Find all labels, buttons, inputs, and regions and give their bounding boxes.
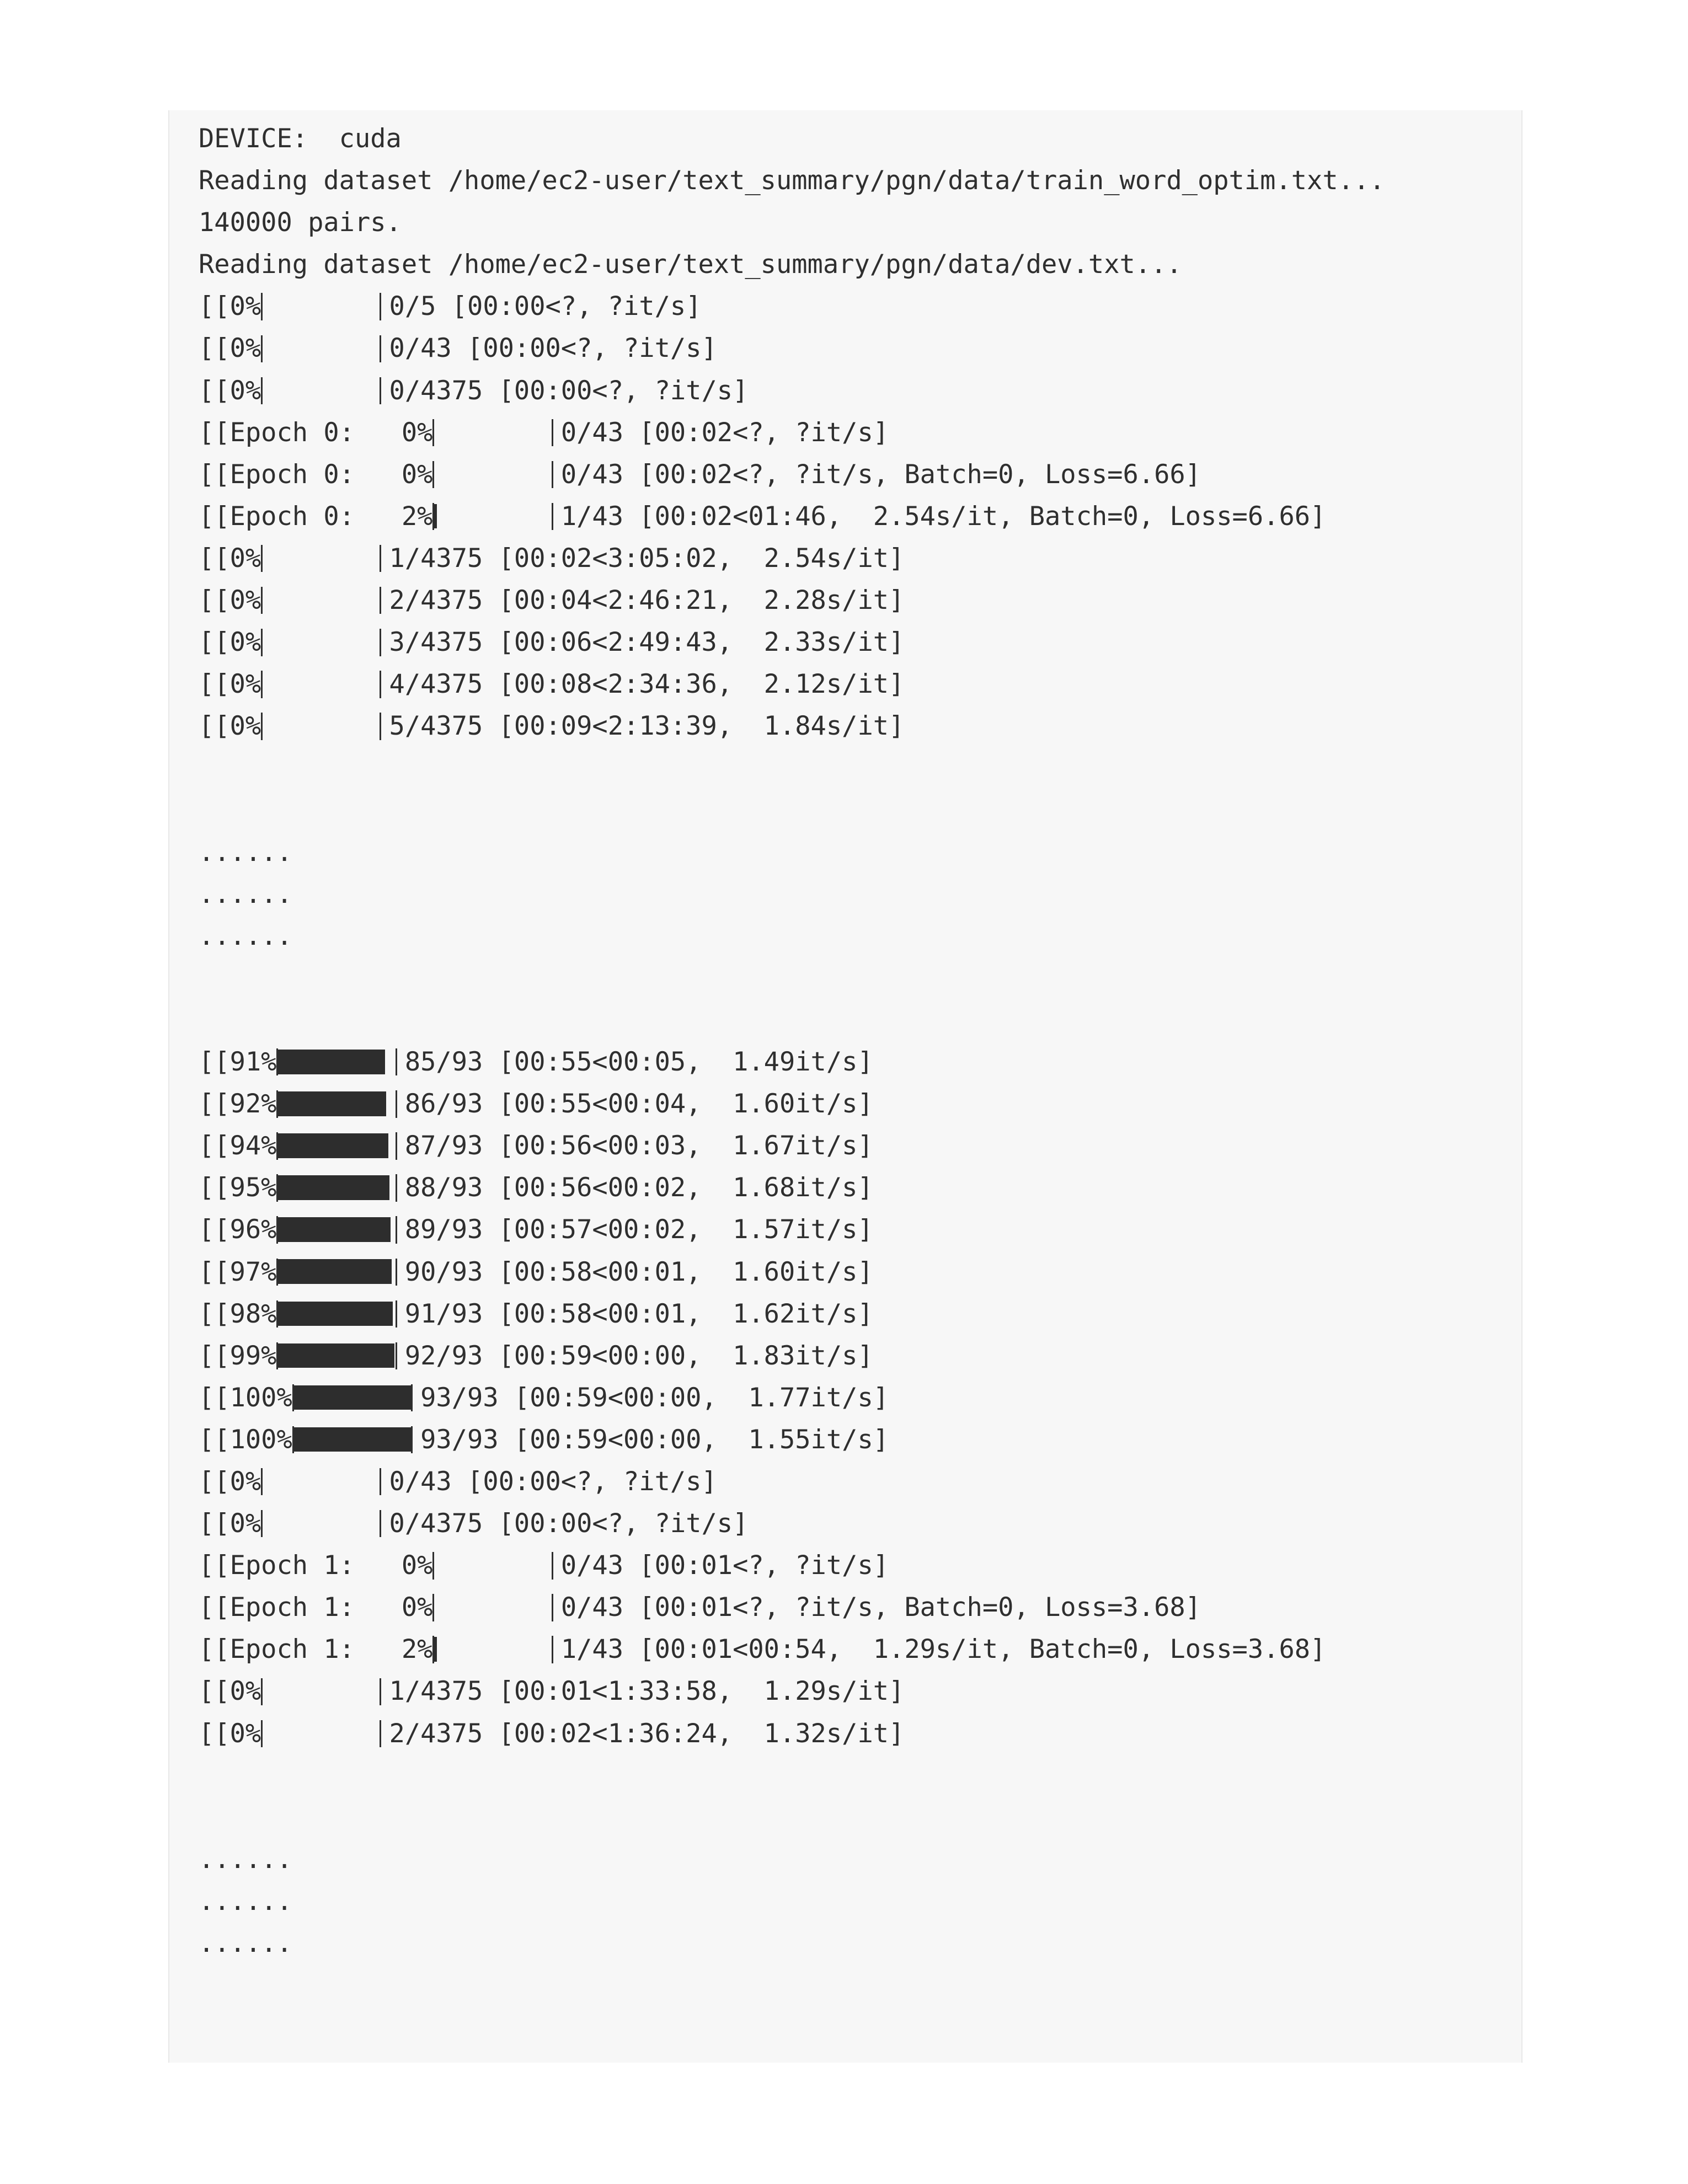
progress-bar [263, 588, 380, 613]
bar-right-edge [552, 461, 553, 488]
progress-prefix: [[Epoch 0: 2% [199, 501, 433, 532]
progress-line [199, 705, 1521, 747]
progress-prefix: [[0% [199, 1508, 261, 1539]
progress-status: 90/93 [00:58<00:01, 1.60it/s] [404, 1256, 873, 1287]
progress-prefix: [[0% [199, 585, 261, 616]
progress-prefix: [[0% [199, 333, 261, 364]
progress-bar-fill [278, 1091, 386, 1116]
bar-right-edge [396, 1132, 397, 1159]
progress-prefix: [[0% [199, 375, 261, 406]
progress-bar-fill [278, 1302, 393, 1326]
progress-bar [263, 714, 380, 738]
progress-bar [434, 420, 551, 445]
terminal-log-block [168, 110, 1523, 2063]
progress-bar [263, 1679, 380, 1704]
progress-bar-fill [278, 1050, 384, 1074]
progress-bar [294, 1385, 411, 1410]
progress-status: 85/93 [00:55<00:05, 1.49it/s] [404, 1047, 873, 1078]
progress-status: 93/93 [00:59<00:00, 1.77it/s] [420, 1382, 889, 1413]
progress-prefix: [[0% [199, 291, 261, 322]
progress-prefix: [[0% [199, 669, 261, 700]
log-line: ...... [199, 920, 292, 951]
progress-line [199, 580, 1521, 622]
bar-right-edge [396, 1342, 397, 1369]
bar-right-edge [396, 1300, 397, 1327]
progress-line [199, 1167, 1521, 1209]
progress-bar [278, 1343, 395, 1368]
progress-bar [434, 1637, 551, 1662]
progress-prefix: [[91% [199, 1047, 277, 1078]
blank-line [199, 1755, 1521, 1797]
progress-bar [434, 1595, 551, 1620]
progress-prefix: [[Epoch 1: 2% [199, 1634, 433, 1665]
bar-right-edge [380, 629, 381, 656]
progress-bar-fill [294, 1427, 411, 1452]
progress-status: 0/5 [00:00<?, ?it/s] [389, 291, 702, 322]
bar-right-edge [396, 1090, 397, 1117]
bar-right-edge [396, 1048, 397, 1075]
progress-bar-fill [434, 504, 436, 529]
progress-bar [263, 546, 380, 571]
progress-line [199, 622, 1521, 663]
progress-bar [278, 1302, 395, 1326]
bar-right-edge [396, 1174, 397, 1201]
progress-prefix: [[95% [199, 1173, 277, 1203]
progress-bar-fill [278, 1175, 389, 1200]
progress-prefix: [[98% [199, 1298, 277, 1329]
bar-right-edge [411, 1384, 413, 1411]
progress-bar [263, 1721, 380, 1746]
progress-prefix: [[94% [199, 1131, 277, 1161]
bar-right-edge [552, 1594, 553, 1621]
progress-line [199, 1629, 1521, 1671]
progress-bar [434, 1553, 551, 1578]
progress-status: 1/43 [00:01<00:54, 1.29s/it, Batch=0, Loss=3.68] [560, 1634, 1326, 1665]
progress-line [199, 1713, 1521, 1755]
progress-line [199, 538, 1521, 580]
progress-line [199, 1083, 1521, 1125]
progress-bar [434, 504, 551, 529]
progress-status: 5/4375 [00:09<2:13:39, 1.84s/it] [389, 711, 905, 742]
progress-status: 0/43 [00:01<?, ?it/s, Batch=0, Loss=3.68] [560, 1592, 1201, 1623]
log-line: 140000 pairs. [199, 207, 402, 238]
progress-bar [278, 1050, 395, 1074]
progress-prefix: [[100% [199, 1424, 292, 1455]
progress-status: 89/93 [00:57<00:02, 1.57it/s] [404, 1214, 873, 1245]
progress-line [199, 1209, 1521, 1251]
progress-prefix: [[Epoch 1: 0% [199, 1550, 433, 1581]
progress-bar [263, 1469, 380, 1494]
bar-right-edge [552, 1636, 553, 1663]
progress-prefix: [[0% [199, 543, 261, 574]
progress-line [199, 1461, 1521, 1503]
bar-right-edge [552, 1552, 553, 1579]
progress-bar [278, 1217, 395, 1242]
progress-line [199, 370, 1521, 412]
progress-prefix: [[100% [199, 1382, 292, 1413]
progress-line [199, 286, 1521, 328]
progress-line [199, 1377, 1521, 1419]
progress-prefix: [[92% [199, 1089, 277, 1120]
progress-line [199, 1125, 1521, 1167]
progress-line [199, 1545, 1521, 1587]
progress-status: 0/43 [00:01<?, ?it/s] [560, 1550, 889, 1581]
bar-right-edge [380, 1510, 381, 1537]
blank-line [199, 957, 1521, 999]
log-line: DEVICE: cuda [199, 124, 402, 154]
progress-bar [263, 294, 380, 319]
progress-status: 0/43 [00:02<?, ?it/s, Batch=0, Loss=6.66] [560, 459, 1201, 490]
progress-status: 92/93 [00:59<00:00, 1.83it/s] [404, 1340, 873, 1371]
bar-right-edge [380, 1468, 381, 1495]
progress-bar [278, 1133, 395, 1158]
progress-prefix: [[Epoch 1: 0% [199, 1592, 433, 1623]
progress-line [199, 1251, 1521, 1293]
progress-status: 0/43 [00:02<?, ?it/s] [560, 417, 889, 448]
log-line: ...... [199, 879, 292, 909]
progress-line [199, 1503, 1521, 1545]
progress-status: 0/4375 [00:00<?, ?it/s] [389, 1508, 749, 1539]
progress-status: 4/4375 [00:08<2:34:36, 2.12s/it] [389, 669, 905, 700]
progress-line [199, 1587, 1521, 1629]
bar-right-edge [380, 335, 381, 362]
progress-prefix: [[99% [199, 1340, 277, 1371]
log-line: ...... [199, 837, 292, 868]
progress-prefix: [[97% [199, 1256, 277, 1287]
progress-bar [263, 336, 380, 361]
progress-bar [278, 1175, 395, 1200]
blank-line [199, 999, 1521, 1041]
progress-bar [263, 1511, 380, 1536]
progress-status: 86/93 [00:55<00:04, 1.60it/s] [404, 1089, 873, 1120]
progress-status: 93/93 [00:59<00:00, 1.55it/s] [420, 1424, 889, 1455]
progress-line [199, 496, 1521, 538]
progress-status: 2/4375 [00:04<2:46:21, 2.28s/it] [389, 585, 905, 616]
progress-status: 87/93 [00:56<00:03, 1.67it/s] [404, 1131, 873, 1161]
progress-line [199, 1671, 1521, 1712]
progress-status: 2/4375 [00:02<1:36:24, 1.32s/it] [389, 1718, 905, 1749]
progress-status: 0/43 [00:00<?, ?it/s] [389, 333, 717, 364]
progress-prefix: [[Epoch 0: 0% [199, 459, 433, 490]
progress-bar [263, 672, 380, 697]
blank-line [199, 747, 1521, 789]
progress-prefix: [[0% [199, 711, 261, 742]
progress-bar-fill [278, 1217, 391, 1242]
progress-line [199, 1419, 1521, 1461]
bar-right-edge [380, 671, 381, 698]
progress-line [199, 1335, 1521, 1377]
log-line: ...... [199, 1928, 292, 1959]
bar-right-edge [552, 503, 553, 530]
progress-bar-fill [278, 1259, 392, 1284]
bar-right-edge [396, 1259, 397, 1286]
progress-status: 3/4375 [00:06<2:49:43, 2.33s/it] [389, 627, 905, 658]
progress-line [199, 454, 1521, 496]
progress-bar [263, 378, 380, 403]
bar-right-edge [380, 587, 381, 614]
bar-right-edge [396, 1216, 397, 1243]
progress-bar [263, 630, 380, 655]
log-line: Reading dataset /home/ec2-user/text_summary/pgn/data/train_word_optim.txt... [199, 165, 1385, 196]
progress-bar [278, 1091, 395, 1116]
progress-line [199, 328, 1521, 370]
progress-line [199, 412, 1521, 454]
bar-right-edge [380, 293, 381, 320]
bar-right-edge [380, 545, 381, 572]
progress-line [199, 663, 1521, 705]
bar-right-edge [380, 713, 381, 740]
blank-line [199, 790, 1521, 832]
bar-right-edge [552, 419, 553, 446]
progress-status: 1/4375 [00:02<3:05:02, 2.54s/it] [389, 543, 905, 574]
bar-right-edge [380, 377, 381, 404]
progress-status: 1/43 [00:02<01:46, 2.54s/it, Batch=0, Loss=6.66] [560, 501, 1326, 532]
progress-bar-fill [294, 1385, 411, 1410]
progress-bar-fill [278, 1133, 388, 1158]
progress-bar-fill [278, 1343, 394, 1368]
log-line: Reading dataset /home/ec2-user/text_summary/pgn/data/dev.txt... [199, 249, 1182, 280]
progress-bar [278, 1259, 395, 1284]
bar-right-edge [411, 1426, 413, 1453]
progress-status: 0/43 [00:00<?, ?it/s] [389, 1466, 717, 1497]
progress-bar [294, 1427, 411, 1452]
progress-line [199, 1293, 1521, 1335]
progress-prefix: [[96% [199, 1214, 277, 1245]
progress-line [199, 1041, 1521, 1083]
progress-status: 1/4375 [00:01<1:33:58, 1.29s/it] [389, 1676, 905, 1707]
progress-status: 0/4375 [00:00<?, ?it/s] [389, 375, 749, 406]
progress-status: 91/93 [00:58<00:01, 1.62it/s] [404, 1298, 873, 1329]
progress-prefix: [[0% [199, 627, 261, 658]
bar-right-edge [380, 1678, 381, 1705]
log-line: ...... [199, 1886, 292, 1917]
bar-right-edge [380, 1720, 381, 1747]
log-line: ...... [199, 1844, 292, 1875]
progress-bar [434, 462, 551, 487]
blank-line [199, 1797, 1521, 1839]
progress-prefix: [[0% [199, 1718, 261, 1749]
progress-status: 88/93 [00:56<00:02, 1.68it/s] [404, 1173, 873, 1203]
progress-bar-fill [434, 1637, 436, 1662]
progress-prefix: [[0% [199, 1676, 261, 1707]
progress-prefix: [[Epoch 0: 0% [199, 417, 433, 448]
progress-prefix: [[0% [199, 1466, 261, 1497]
